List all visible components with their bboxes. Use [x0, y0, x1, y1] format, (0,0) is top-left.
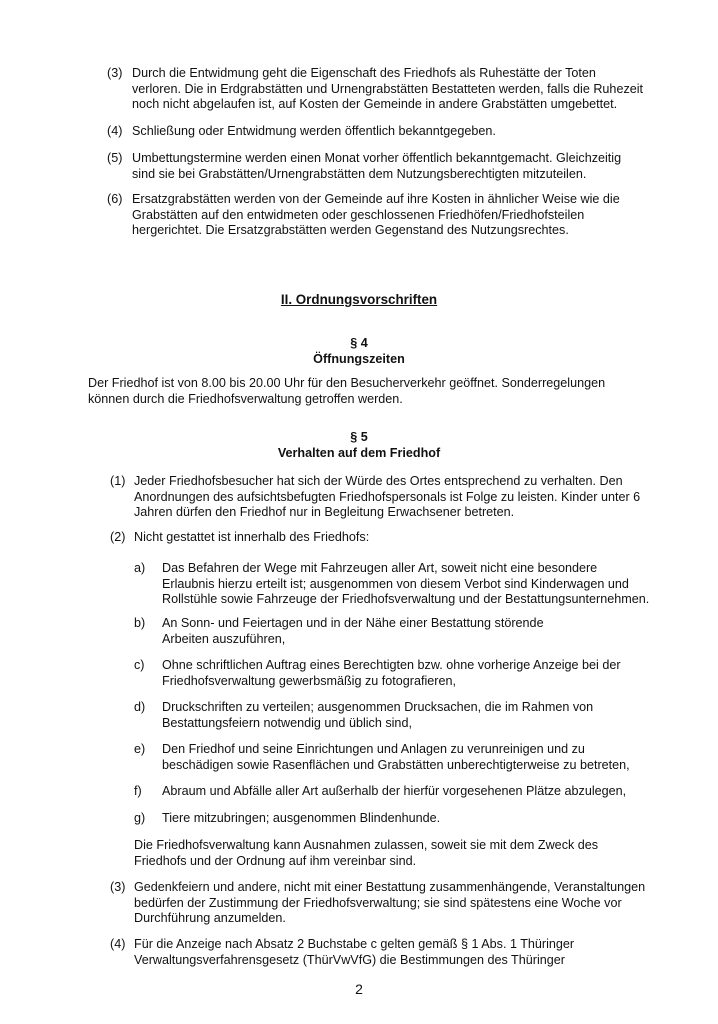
item-number: (2) [110, 530, 126, 544]
exception-text: Die Friedhofsverwaltung kann Ausnahmen zulassen, soweit sie mit dem Zweck des Friedhofs und der Ordnung auf ihm vereinbar sind. [134, 838, 599, 868]
page-number: 2 [355, 981, 363, 997]
item-number: (5) [107, 151, 123, 165]
list-text: Abraum und Abfälle aller Art außerhalb der hierfür vorgesehenen Plätze abzulegen, [162, 784, 627, 798]
item-text: Jeder Friedhofsbesucher hat sich der Würde des Ortes entsprechend zu verhalten. Den Anordnungen des aufsichtsbefugten Friedhofspersonals ist Folge zu leisten. Kinder unter 6 Jahren dürfen den Friedhof nur in Begleitung Erwachsener betreten. [134, 474, 641, 520]
list-letter: g) [134, 811, 146, 825]
item-number: (4) [110, 937, 126, 951]
paragraph-5-title: Verhalten auf dem Friedhof [277, 446, 441, 460]
list-text: Ohne schriftlichen Auftrag eines Berechtigten bzw. ohne vorherige Anzeige bei der Friedhofsverwaltung gewerbsmäßig zu fotografieren, [162, 658, 621, 688]
item-number: (4) [107, 124, 123, 138]
item-text: Ersatzgrabstätten werden von der Gemeinde auf ihre Kosten in ähnlicher Weise wie die Grabstätten auf den entwidmeten oder geschlossenen Friedhöfen/Friedhofsteilen hergerichtet. Die Ersatzgrabstätten werden Gegenstand des Nutzungsrechtes. [132, 192, 620, 238]
item-text: Für die Anzeige nach Absatz 2 Buchstabe c gelten gemäß § 1 Abs. 1 Thüringer Verwaltungsverfahrensgesetz (ThürVwVfG) die Bestimmungen des Thüringer [134, 937, 575, 967]
item-text: Nicht gestattet ist innerhalb des Friedhofs: [134, 530, 370, 544]
list-letter: a) [134, 561, 146, 575]
list-text: Tiere mitzubringen; ausgenommen Blindenhunde. [162, 811, 441, 825]
item-text: Schließung oder Entwidmung werden öffentlich bekanntgegeben. [132, 124, 496, 138]
list-text: Den Friedhof und seine Einrichtungen und Anlagen zu verunreinigen und zu beschädigen sowie Rasenflächen und Grabstätten unberechtigterweise zu betreten, [162, 742, 630, 772]
paragraph-4-title: Öffnungszeiten [313, 352, 405, 366]
item-number: (6) [107, 192, 123, 206]
item-number: (1) [110, 474, 126, 488]
item-text: Durch die Entwidmung geht die Eigenschaft des Friedhofs als Ruhestätte der Toten verloren. Die in Erdgrabstätten und Urnengrabstätten Bestatteten werden, falls die Ruhezeit noch nicht abgelaufen ist, auf Kosten der Gemeinde in andere Grabstätten umgebettet. [132, 66, 644, 112]
list-letter: b) [134, 616, 146, 630]
paragraph-4-number: § 4 [350, 336, 368, 350]
paragraph-4-text: Der Friedhof ist von 8.00 bis 20.00 Uhr für den Besucherverkehr geöffnet. Sonderregelungen können durch die Friedhofsverwaltung getroffen werden. [88, 376, 606, 406]
list-letter: e) [134, 742, 146, 756]
paragraph-5-number: § 5 [350, 430, 368, 444]
section-title: II. Ordnungsvorschriften [280, 292, 438, 307]
item-number: (3) [110, 880, 126, 894]
item-text: Gedenkfeiern und andere, nicht mit einer Bestattung zusammenhängende, Veranstaltungen bedürfen der Zustimmung der Friedhofsverwaltung; sie sind spätestens eine Woche vor Durchführung anzumelden. [134, 880, 646, 926]
item-text: Umbettungstermine werden einen Monat vorher öffentlich bekanntgemacht. Gleichzeitig sind sie bei Grabstätten/Urnengrabstätten dem Nutzungsberechtigten mitzuteilen. [132, 151, 622, 181]
list-text: Das Befahren der Wege mit Fahrzeugen aller Art, soweit nicht eine besondere Erlaubnis hierzu erteilt ist; ausgenommen von diesem Verbot sind Kinderwagen und Rollstühle sowie Fahrzeuge der Friedhofsverwaltung und der Bestattungsunternehmen. [162, 561, 650, 607]
item-number: (3) [107, 66, 123, 80]
list-letter: c) [134, 658, 145, 672]
list-letter: d) [134, 700, 146, 714]
list-text: An Sonn- und Feiertagen und in der Nähe einer Bestattung störende Arbeiten auszuführen, [162, 616, 544, 646]
list-letter: f) [134, 784, 142, 798]
list-text: Druckschriften zu verteilen; ausgenommen Drucksachen, die im Rahmen von Bestattungsfeiern notwendig und üblich sind, [162, 700, 594, 730]
